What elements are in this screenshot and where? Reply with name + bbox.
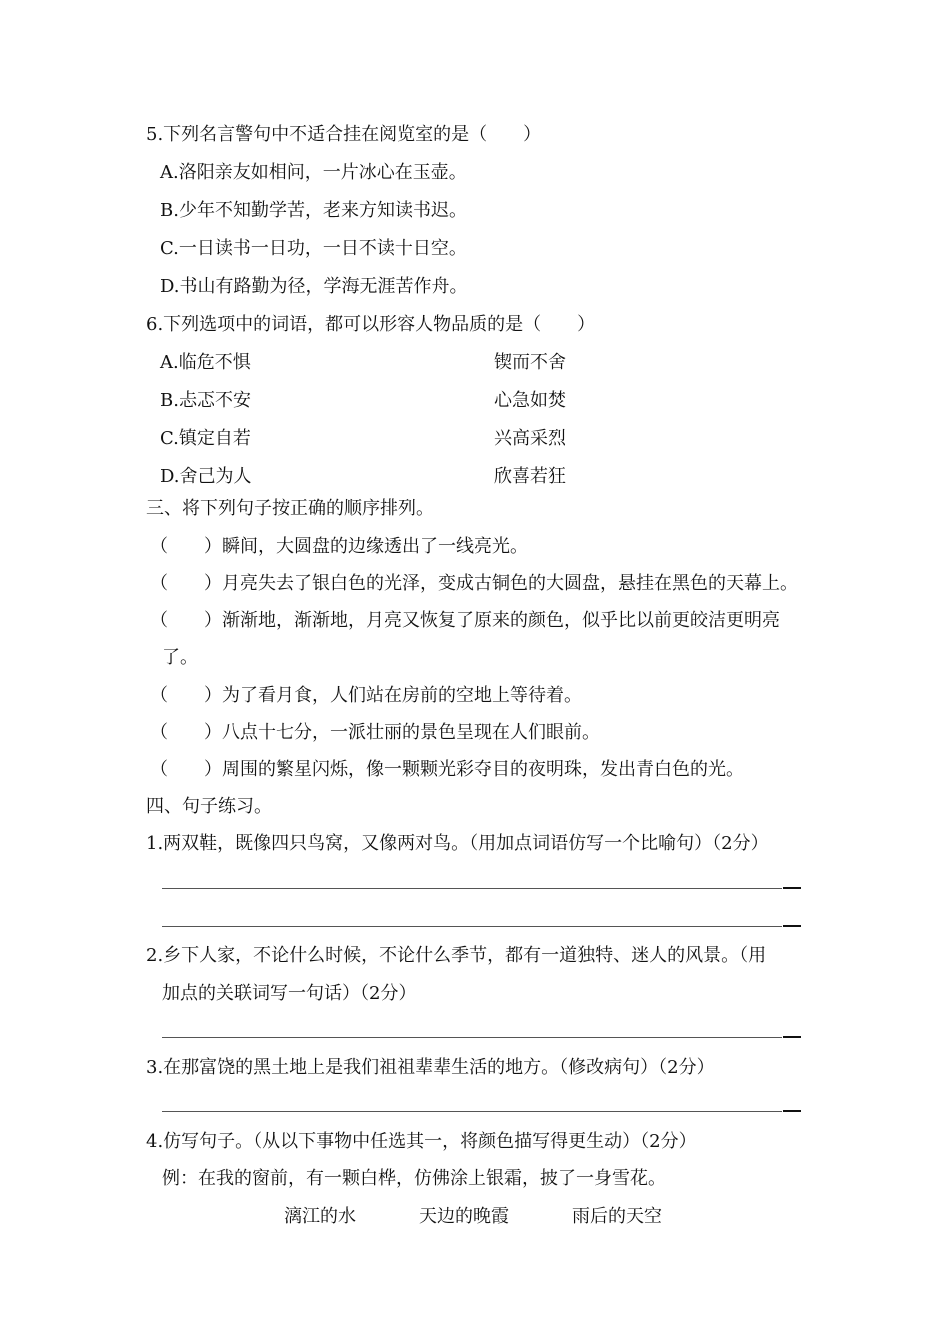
choice-1: 漓江的水 bbox=[284, 1206, 356, 1227]
option-c-word-1: C.镇定自若 bbox=[160, 428, 251, 449]
answer-line[interactable] bbox=[162, 926, 782, 927]
exercise-2: 2.乡下人家，不论什么时候，不论什么季节，都有一道独特、迷人的风景。（用 bbox=[146, 945, 767, 966]
ordering-item-3: （ ）渐渐地，渐渐地，月亮又恢复了原来的颜色，似乎比以前更皎洁更明亮 bbox=[150, 610, 780, 631]
option-d-word-2: 欣喜若狂 bbox=[494, 466, 566, 487]
answer-line-end bbox=[783, 1110, 801, 1112]
question-6-option-a bbox=[160, 351, 566, 375]
option-a-word-1: A.临危不惧 bbox=[160, 352, 251, 373]
choice-3: 雨后的天空 bbox=[572, 1206, 662, 1227]
option-c-word-2: 兴高采烈 bbox=[494, 428, 566, 449]
ordering-item-1: （ ）瞬间，大圆盘的边缘透出了一线亮光。 bbox=[150, 536, 528, 557]
question-6-option-c bbox=[160, 427, 566, 451]
example-sentence: 例：在我的窗前，有一颗白桦，仿佛涂上银霜，披了一身雪花。 bbox=[162, 1168, 666, 1189]
option-a-word-2: 锲而不舍 bbox=[494, 352, 566, 373]
answer-line-end bbox=[783, 1036, 801, 1038]
question-5-option-b: B.少年不知勤学苦，老来方知读书迟。 bbox=[160, 200, 467, 221]
question-6-option-b bbox=[160, 389, 566, 413]
exercise-3: 3.在那富饶的黑土地上是我们祖祖辈辈生活的地方。（修改病句）（2分） bbox=[146, 1057, 715, 1078]
ordering-item-2: （ ）月亮失去了银白色的光泽，变成古铜色的大圆盘，悬挂在黑色的天幕上。 bbox=[150, 573, 798, 594]
option-b-word-1: B.忐忑不安 bbox=[160, 390, 251, 411]
section-4-title: 四、句子练习。 bbox=[146, 796, 272, 817]
question-6-stem: 6.下列选项中的词语，都可以形容人物品质的是（ ） bbox=[146, 314, 596, 335]
answer-line-end bbox=[783, 925, 801, 927]
choice-2: 天边的晚霞 bbox=[419, 1206, 509, 1227]
question-5-option-c: C.一日读书一日功，一日不读十日空。 bbox=[160, 238, 467, 259]
ordering-item-4: （ ）为了看月食，人们站在房前的空地上等待着。 bbox=[150, 685, 582, 706]
exercise-4: 4.仿写句子。（从以下事物中任选其一，将颜色描写得更生动）（2分） bbox=[146, 1131, 697, 1152]
question-6-option-d bbox=[160, 465, 566, 489]
answer-line-end bbox=[783, 887, 801, 889]
option-d-word-1: D.舍己为人 bbox=[160, 466, 252, 487]
ordering-item-3-continued: 了。 bbox=[162, 647, 198, 668]
question-5-option-d: D.书山有路勤为径，学海无涯苦作舟。 bbox=[160, 276, 468, 297]
ordering-item-6: （ ）周围的繁星闪烁，像一颗颗光彩夺目的夜明珠，发出青白色的光。 bbox=[150, 759, 744, 780]
exercise-2-continued: 加点的关联词写一句话）（2分） bbox=[162, 983, 417, 1004]
answer-line[interactable] bbox=[162, 1037, 782, 1038]
question-5-option-a: A.洛阳亲友如相问，一片冰心在玉壶。 bbox=[160, 162, 467, 183]
exercise-1: 1.两双鞋，既像四只鸟窝，又像两对鸟。（用加点词语仿写一个比喻句）（2分） bbox=[146, 833, 769, 854]
answer-line[interactable] bbox=[162, 1111, 782, 1112]
option-b-word-2: 心急如焚 bbox=[494, 390, 566, 411]
section-3-title: 三、将下列句子按正确的顺序排列。 bbox=[146, 498, 434, 519]
ordering-item-5: （ ）八点十七分，一派壮丽的景色呈现在人们眼前。 bbox=[150, 722, 600, 743]
question-5-stem: 5.下列名言警句中不适合挂在阅览室的是（ ） bbox=[146, 124, 542, 145]
answer-line[interactable] bbox=[162, 888, 782, 889]
